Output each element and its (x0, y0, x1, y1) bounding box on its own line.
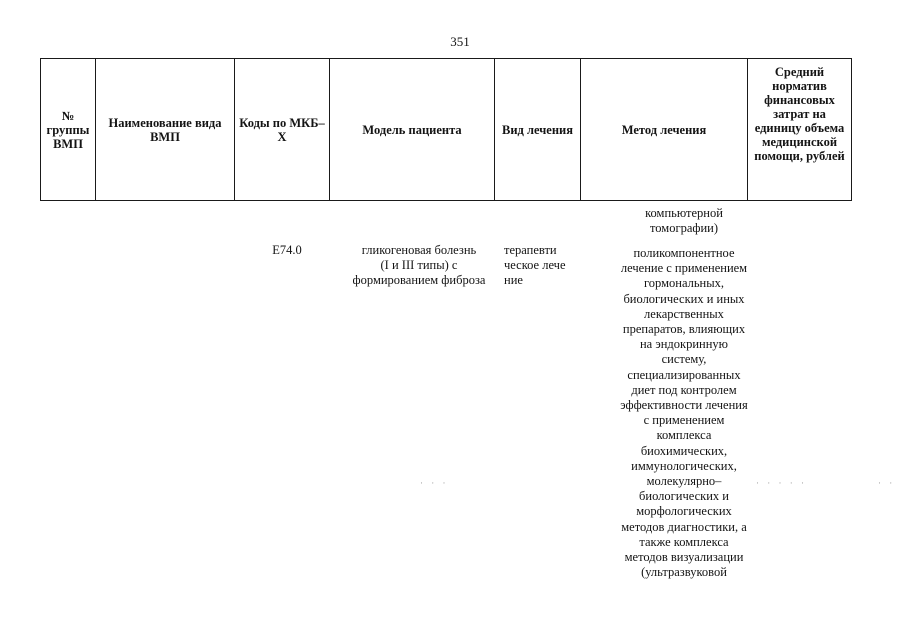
text-line: молекулярно– (646, 474, 722, 489)
text-line: ние (504, 273, 523, 288)
text-line: терапевти (504, 243, 557, 257)
page-number: 351 (450, 34, 470, 49)
text-line: поликомпонентное (633, 246, 735, 260)
method-continuation (600, 206, 768, 236)
treatment-method-cell (600, 246, 768, 580)
text-line: эффективности лечения (620, 398, 748, 413)
header-icd-codes: Коды по МКБ–Х (235, 59, 330, 201)
header-patient-model: Модель пациента (330, 59, 495, 201)
table-header (40, 58, 852, 201)
scan-noise: · · (878, 478, 896, 488)
text-line: методов визуализации (624, 550, 744, 565)
header-avg-norm: Средний норматив финансовых затрат на единицу объема медицинской помощи, рублей (748, 59, 852, 201)
text-line: методов диагностики, а (621, 519, 747, 534)
header-group-no: № группы ВМП (41, 59, 96, 201)
text-line: специализированных (627, 367, 741, 382)
text-line: лекарственных (644, 306, 724, 321)
text-line: биологических и (639, 489, 729, 504)
text-line: морфологических (636, 504, 732, 519)
scan-noise: · · · · · (756, 478, 807, 488)
header-treatment-method: Метод лечения (581, 59, 748, 201)
text-line: формированием фиброза (352, 273, 486, 288)
text-line: томографии) (649, 221, 719, 236)
text-line: препаратов, влияющих (622, 322, 746, 337)
text-line: лечение с применением (620, 261, 748, 276)
text-line: биологических и иных (623, 291, 745, 306)
text-line: с применением (643, 413, 725, 428)
text-line: комплекса (656, 428, 712, 443)
treatment-type-cell (504, 243, 580, 289)
text-line: биохимических, (640, 443, 728, 458)
text-line: также комплекса (639, 534, 729, 549)
icd-code-cell: E74.0 (272, 243, 302, 257)
text-line: систему, (661, 352, 707, 367)
text-line: на эндокринную (639, 337, 728, 352)
text-line: гликогеновая болезнь (361, 243, 477, 257)
text-line: иммунологических, (631, 458, 737, 473)
text-line: (ультразвуковой (641, 565, 727, 580)
patient-model-cell (344, 243, 494, 289)
text-line: гормональных, (643, 276, 725, 291)
header-treatment-type: Вид лечения (495, 59, 581, 201)
text-line: диет под контролем (631, 382, 737, 397)
text-line: (I и III типы) с (380, 258, 458, 273)
text-line: компьютерной (645, 206, 723, 220)
header-vmp-name: Наименование вида ВМП (96, 59, 235, 201)
text-line: ческое лече (504, 258, 566, 273)
scan-noise: · · · (420, 478, 449, 488)
